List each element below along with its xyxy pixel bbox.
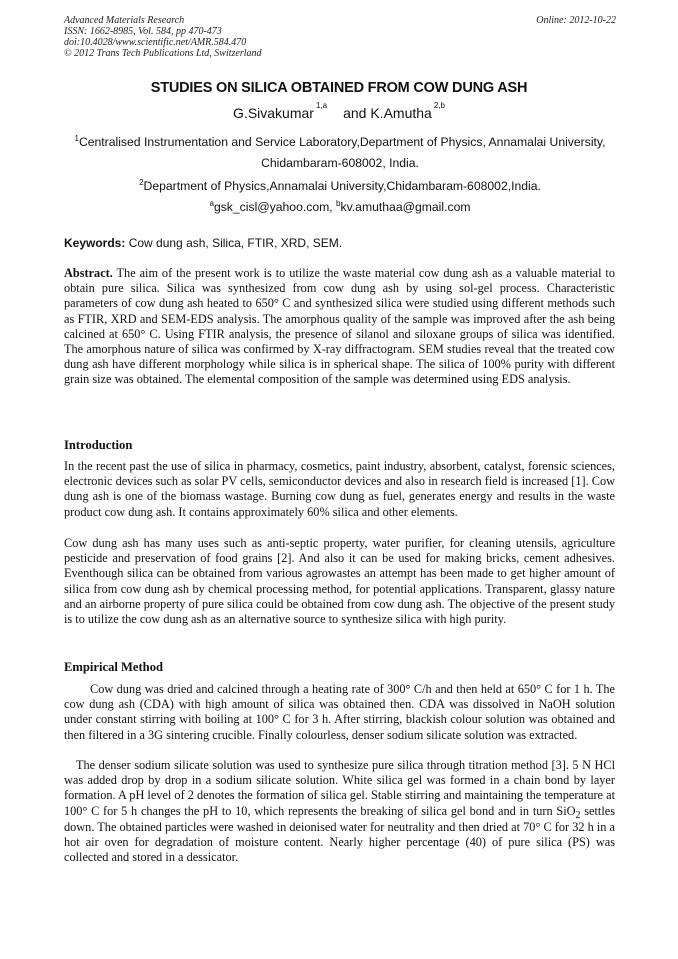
silica-formula: SiO: [556, 803, 576, 818]
journal-header: [64, 15, 616, 59]
paper-title: STUDIES ON SILICA OBTAINED FROM COW DUNG ASH: [150, 80, 528, 96]
author-1: G.Sivakumar: [233, 105, 314, 121]
affiliation-2: [64, 175, 616, 194]
author-line: [0, 101, 678, 121]
doi-line: doi:10.4028/www.scientific.net/AMR.584.470: [64, 37, 247, 48]
method-paragraph-2: [64, 758, 615, 865]
copyright-line: © 2012 Trans Tech Publications Ltd, Switzerland: [64, 48, 262, 59]
affiliation-1-sup: 1: [74, 134, 79, 143]
affiliation-2-sup: 2: [139, 178, 144, 187]
introduction-paragraph-1: In the recent past the use of silica in pharmacy, cosmetics, paint industry, absorbent, catalyst, forensic sciences, electronic devices such as solar PV cells, semiconductor devices and also in research field is increased [1]. Cow dung ash is one of the biomass wastage. Burning cow dung as fuel, generates energy and results in the waste product cow dung ash. It contains approximately 60% silica and other elements.: [64, 459, 615, 519]
abstract-text: The aim of the present work is to utilize the waste material cow dung ash as a valuable material to obtain pure silica. Silica was synthesized from cow dung ash by using sol-gel process. Characteristic parameters of cow dung ash heated to 650° C and synthesized silica were studied using different methods such as FTIR, XRD and SEM-EDS analysis. The amorphous quality of the sample was improved after the ash being calcined at 650° C. Using FTIR analysis, the presence of silanol and siloxane groups of silica was identified. The amorphous nature of silica was confirmed by X-ray diffractogram. SEM studies reveal that the treated cow dung ash have different morphology while silica is in spherical shape. The silica of 100% purity with different grain size was obtained. The elemental composition of the sample was determined using EDS analysis.: [64, 266, 615, 387]
silica-formula-subscript: 2: [575, 809, 581, 821]
method-paragraph-2-part-2: settles down. The obtained particles were washed in deionised water for neutrality and then dried at 70° C for 32 h in a hot air oven for degradation of moisture content. Nearly higher percentage (40) of pure silica (PS) was collected and stored in a dessicator.: [64, 803, 615, 865]
email-a: gsk_cisl@yahoo.com,: [213, 200, 337, 215]
affiliation-2-text: Department of Physics,Annamalai University,Chidambaram-608002,India.: [143, 179, 541, 194]
email-b: kv.amuthaa@gmail.com: [340, 200, 471, 215]
email-a-sup: a: [209, 199, 214, 208]
author-2-superscript: 2,b: [433, 101, 445, 110]
affiliation-1-line-2: Chidambaram-608002, India.: [261, 156, 419, 171]
online-date: Online: 2012-10-22: [536, 15, 616, 26]
method-paragraph-1: Cow dung was dried and calcined through a heating rate of 300° C/h and then held at 650° C for 1 h. The cow dung ash (CDA) with high amount of silica was obtained then. CDA was dissolved in NaOH solution under constant stirring with boiling at 100° C for 3 h. After stirring, blackish colour solution was obtained and then filtered in a 3G sintering crucible. Finally colourless, denser sodium silicate solution was extracted.: [64, 682, 615, 742]
introduction-paragraph-2: Cow dung ash has many uses such as anti-septic property, water purifier, for cleaning utensils, agriculture pesticide and preservation of food grains [2]. And also it can be used for making bricks, cement adhesives. Eventhough silica can be obtained from various agrowastes an attempt has been made to get higher amount of silica from cow dung ash by chemical processing method, for potential applications. Transparent, glassy nature and an airborne property of pure silica could be obtained from cow dung ash. The objective of the present study is to utilize the cow dung ash as an alternative source to synthesize silica with high purity.: [64, 536, 615, 627]
keywords-text: Cow dung ash, Silica, FTIR, XRD, SEM.: [125, 236, 343, 250]
abstract-label: Abstract.: [64, 266, 113, 280]
method-paragraph-2-part-1: The denser sodium silicate solution was used to synthesize pure silica through titration method [3]. 5 N HCl was added drop by drop in a sodium silicate solution. White silica gel was formed in a chain bond by layer formation. A pH level of 2 denotes the formation of silica gel. Stable stirring and maintaining the temperature at 100° C for 5 h changes the pH to 10, which represents the breaking of silica gel bond and in turn: [64, 758, 615, 818]
abstract: [64, 266, 615, 388]
journal-name: Advanced Materials Research: [64, 15, 185, 26]
affiliation-1-line-1: Centralised Instrumentation and Service Laboratory,Department of Physics, Annamalai University,: [78, 135, 606, 150]
issn-line: ISSN: 1662-8985, Vol. 584, pp 470-473: [64, 26, 222, 37]
affiliation-1: [64, 131, 616, 171]
email-line: [64, 196, 616, 215]
keywords: [64, 236, 616, 250]
keywords-label: Keywords:: [64, 236, 126, 250]
introduction-heading: Introduction: [64, 438, 133, 452]
method-heading: Empirical Method: [64, 660, 163, 674]
author-2: and K.Amutha: [343, 105, 432, 121]
email-b-sup: b: [336, 199, 341, 208]
author-1-superscript: 1,a: [315, 101, 328, 110]
